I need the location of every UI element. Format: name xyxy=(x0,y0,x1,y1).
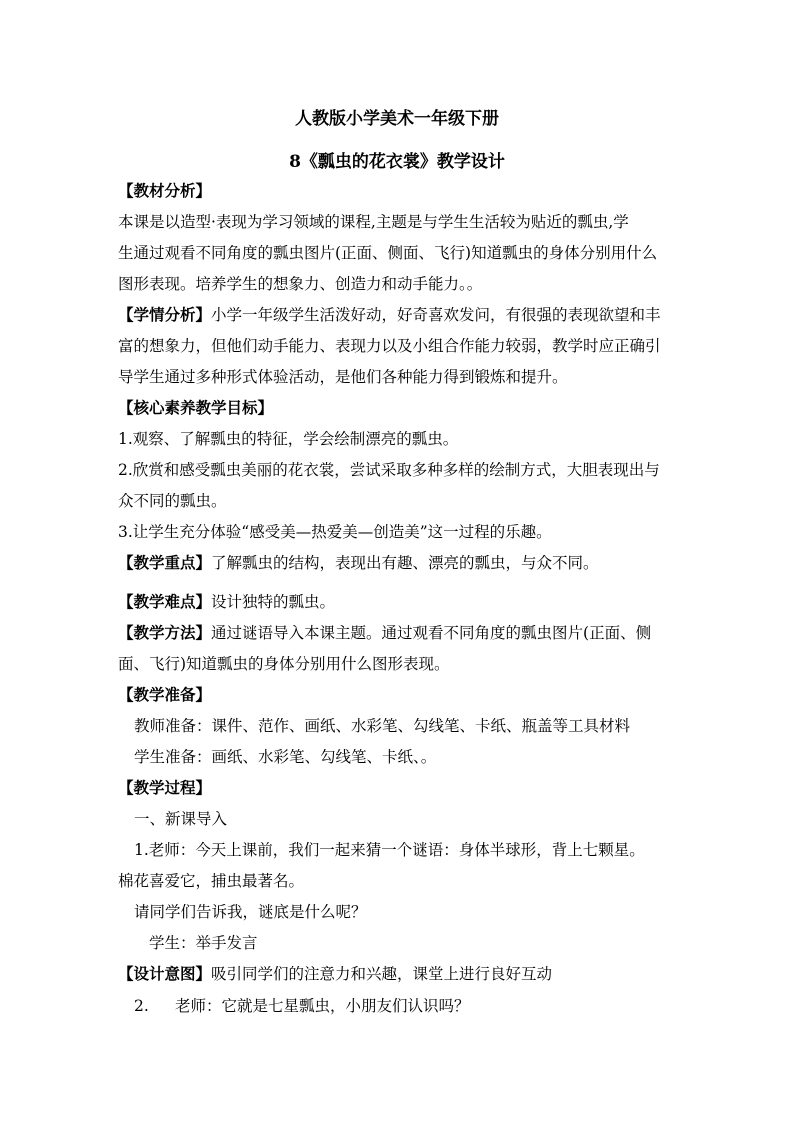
document-title: 人教版小学美术一年级下册 xyxy=(295,109,499,129)
goal-1: 1.观察、了解瓢虫的特征，学会绘制漂亮的瓢虫。 xyxy=(118,430,459,448)
learner-line-3: 导学生通过多种形式体验活动，是他们各种能力得到锻炼和提升。 xyxy=(118,368,568,386)
process-line-2: 棉花喜爱它，捕虫最著名。 xyxy=(118,872,305,890)
method-paragraph xyxy=(118,623,651,643)
process-line-1: 1.老师：今天上课前，我们一起来猜一个谜语：身体半球形，背上七颗星。 xyxy=(134,841,645,859)
prep-student: 学生准备：画纸、水彩笔、勾线笔、卡纸、。 xyxy=(134,748,437,766)
material-line-2: 生通过观看不同角度的瓢虫图片(正面、侧面、飞行)知道瓢虫的身体分别用什么 xyxy=(118,244,658,262)
process-line-4: 学生：举手发言 xyxy=(149,934,258,952)
step-2-number: 2. xyxy=(134,997,149,1015)
goal-2: 2.欣赏和感受瓢虫美丽的花衣裳，尝试采取多种多样的绘制方式，大胆表现出与 xyxy=(118,461,660,479)
method-line-2: 面、飞行)知道瓢虫的身体分别用什么图形表现。 xyxy=(118,655,450,673)
process-section-1: 一、新课导入 xyxy=(134,810,228,828)
material-line-3: 图形表现。培养学生的想象力、创造力和动手能力。。 xyxy=(118,275,483,293)
intent-heading: 【设计意图】 xyxy=(118,964,212,983)
method-line-1: 通过谜语导入本课主题。通过观看不同角度的瓢虫图片(正面、侧 xyxy=(211,624,652,642)
key-heading: 【教学重点】 xyxy=(118,553,212,572)
intent-text: 吸引同学们的注意力和兴趣，课堂上进行良好互动 xyxy=(211,965,553,983)
learner-line-2: 富的想象力，但他们动手能力、表现力以及小组合作能力较弱，教学时应正确引 xyxy=(118,337,661,355)
document-subtitle: 8《瓢虫的花衣裳》教学设计 xyxy=(289,152,505,172)
prep-teacher: 教师准备：课件、范作、画纸、水彩笔、勾线笔、卡纸、瓶盖等工具材料 xyxy=(134,717,631,735)
method-heading: 【教学方法】 xyxy=(118,623,212,642)
prep-heading: 【教学准备】 xyxy=(118,685,212,704)
learner-heading: 【学情分析】 xyxy=(118,305,212,324)
goal-2-cont: 众不同的瓢虫。 xyxy=(118,492,227,510)
material-line-1: 本课是以造型·表现为学习领域的课程,主题是与学生生活较为贴近的瓢虫,学 xyxy=(118,213,629,231)
goals-heading: 【核心素养教学目标】 xyxy=(118,398,274,417)
material-heading: 【教材分析】 xyxy=(118,181,212,200)
difficulty xyxy=(118,592,335,612)
process-line-3: 请同学们告诉我，谜底是什么呢？ xyxy=(134,903,367,921)
key-text: 了解瓢虫的结构，表现出有趣、漂亮的瓢虫，与众不同。 xyxy=(211,554,599,572)
goal-3: 3.让学生充分体验“感受美—热爱美—创造美”这一过程的乐趣。 xyxy=(118,523,552,541)
difficulty-heading: 【教学难点】 xyxy=(118,592,212,611)
difficulty-text: 设计独特的瓢虫。 xyxy=(211,593,336,611)
key-point xyxy=(118,553,599,573)
learner-paragraph xyxy=(118,305,661,325)
learner-line-1: 小学一年级学生活泼好动，好奇喜欢发问，有很强的表现欲望和丰 xyxy=(211,306,661,324)
process-heading: 【教学过程】 xyxy=(118,778,212,797)
intent xyxy=(118,964,552,984)
step-2-text: 老师：它就是七星瓢虫，小朋友们认识吗？ xyxy=(175,997,470,1015)
